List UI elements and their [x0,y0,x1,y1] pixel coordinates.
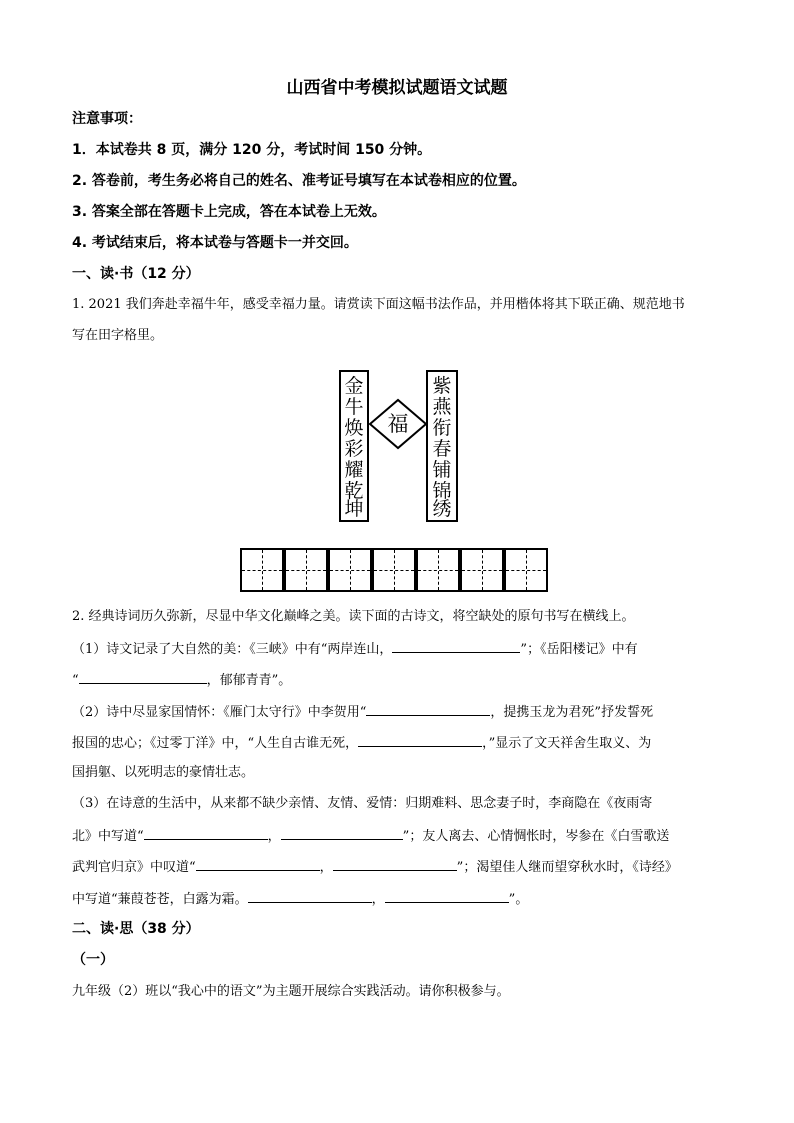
answer-blank[interactable] [248,889,372,903]
text: ， [267,829,281,844]
page-title: 山西省中考模拟试题语文试题 [286,78,508,98]
notice-item: 1．本试卷共 8 页，满分 120 分，考试时间 150 分钟。 [72,142,432,158]
answer-blank[interactable] [333,857,457,871]
grid-cell[interactable] [240,548,284,592]
couplet-char: 紫 [432,375,452,397]
text: “ [72,673,79,688]
q2-part3-line3 [72,857,678,877]
text: ， [319,860,333,875]
couplet-char: 耀 [344,459,364,481]
answer-blank[interactable] [358,733,482,747]
text: 报国的忠心；《过零丁洋》中，“人生自古谁无死， [72,736,359,751]
couplet-char: 牛 [344,396,364,418]
answer-blank[interactable] [392,639,520,653]
couplet-char: 燕 [432,396,452,418]
q2-part3-line4 [72,889,528,909]
q2-part2-line3: 国捐躯、以死明志的豪情壮志。 [72,765,255,780]
answer-blank[interactable] [144,826,268,840]
q2-part2-line2 [72,733,651,753]
grid-cell[interactable] [504,548,548,592]
text: ”。 [508,892,529,907]
text: 北》中写道“ [72,829,144,844]
answer-blank[interactable] [385,889,509,903]
notice-heading: 注意事项： [72,111,142,127]
text: ”；《岳阳楼记》中有 [520,642,638,657]
couplet-char: 锦 [432,480,452,502]
couplet-char: 衔 [432,417,452,439]
answer-blank[interactable] [281,826,403,840]
section1-heading: 一、读·书（12 分） [72,266,200,282]
text: 中写道“蒹葭苍苍，白露为霜。 [72,892,248,907]
couplet-char: 乾 [344,480,364,502]
couplet-char: 焕 [344,417,364,439]
couplet-right-scroll [426,370,458,522]
q2-part3-line1: （3）在诗意的生活中，从来都不缺少亲情、友情、爱情：归期难料、思念妻子时，李商隐在《夜雨寄 [72,796,653,811]
grid-cell[interactable] [372,548,416,592]
grid-cell[interactable] [416,548,460,592]
grid-cell[interactable] [328,548,372,592]
q2-part1-line1 [72,639,638,659]
text: ，郁郁青青”。 [206,673,292,688]
couplet-char: 彩 [344,438,364,460]
q2-part1-line2 [72,670,291,690]
text: ， [371,892,385,907]
q1-text: 1. 2021 我们奔赴幸福牛年，感受幸福力量。请赏读下面这幅书法作品，并用楷体将其下联正确、规范地书 [72,297,685,312]
couplet-char: 春 [432,438,452,460]
q2-part3-line2 [72,826,669,846]
section2-heading: 二、读·思（38 分） [72,921,200,937]
section2-subheading: （一） [72,952,114,968]
grid-cell[interactable] [284,548,328,592]
couplet-char: 金 [344,375,364,397]
notice-item: 4. 考试结束后，将本试卷与答题卡一并交回。 [72,235,358,251]
answer-blank[interactable] [79,670,207,684]
answer-blank[interactable] [366,702,490,716]
answer-blank[interactable] [196,857,320,871]
text: 武判官归京》中叹道“ [72,860,196,875]
text: （2）诗中尽显家国情怀：《雁门太守行》中李贺用“ [72,705,367,720]
section2-intro: 九年级（2）班以“我心中的语文”为主题开展综合实践活动。请你积极参与。 [72,984,510,999]
text: ，提携玉龙为君死”抒发誓死 [490,705,654,720]
notice-item: 3. 答案全部在答题卡上完成，答在本试卷上无效。 [72,204,386,220]
text: （1）诗文记录了大自然的美：《三峡》中有“两岸连山， [72,642,393,657]
text: ，”显示了文天祥舍生取义、为 [482,736,652,751]
couplet-char: 铺 [432,459,452,481]
text: ”；友人离去、心情惆怅时，岑参在《白雪歌送 [402,829,670,844]
text: ”；渴望佳人继而望穿秋水时，《诗经》 [456,860,678,875]
grid-cell[interactable] [460,548,504,592]
couplet-left-scroll [339,370,369,522]
q2-part2-line1 [72,702,653,722]
couplet-char: 绣 [432,498,452,520]
q1-text: 写在田字格里。 [72,328,164,343]
couplet-char: 坤 [344,498,364,520]
couplet-center-char: 福 [387,412,409,436]
q2-intro: 2. 经典诗词历久弥新，尽显中华文化巅峰之美。读下面的古诗文，将空缺处的原句书写在横线上。 [72,609,635,624]
notice-item: 2. 答卷前，考生务必将自己的姓名、准考证号填写在本试卷相应的位置。 [72,173,526,189]
